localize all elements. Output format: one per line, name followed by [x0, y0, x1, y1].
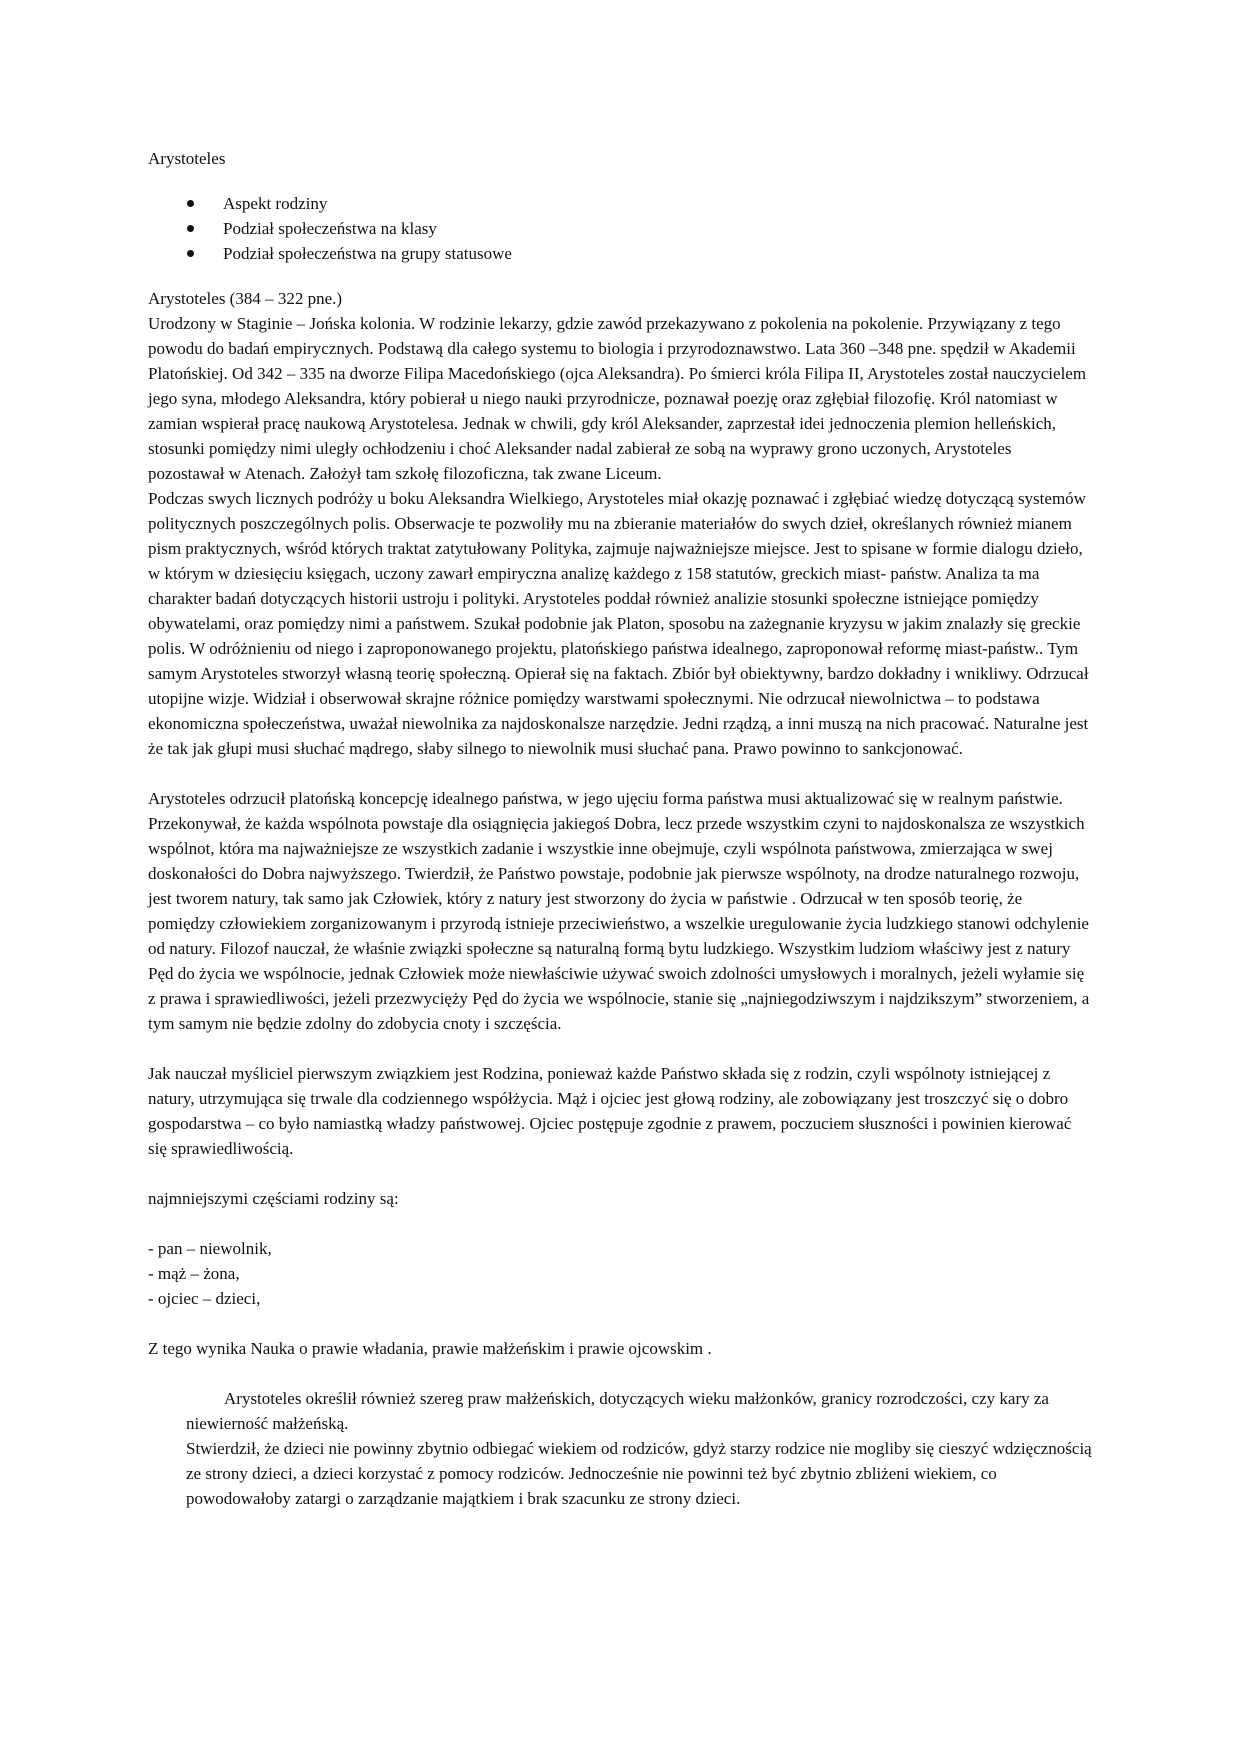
bullet-dot-icon — [187, 250, 194, 257]
indented-block — [148, 1386, 1092, 1511]
paragraph-family: Jak nauczał myśliciel pierwszym związkiem jest Rodzina, ponieważ każde Państwo składa się z rodzin, czyli wspólnoty istniejącej z natury, utrzymująca się trwale dla codziennego współżycia. Mąż i ojciec jest głową rodziny, ale zobowiązany jest troszczyć się o dobro gospodarstwa – co było namiastką władzy państwowej. Ojciec postępuje zgodnie z prawem, poczuciem słuszności i powinien kierować się sprawiedliwością. — [148, 1064, 1072, 1158]
bullet-text: Podział społeczeństwa na grupy statusowe — [223, 244, 512, 263]
paragraph-children-age: Stwierdził, że dzieci nie powinny zbytnio odbiegać wiekiem od rodziców, gdyż starzy rodzice nie mogliby się cieszyć wdzięcznością ze strony dzieci, a dzieci korzystać z pomocy rodziców. Jednocześnie nie powinni też być zbytnio zbliżeni wiekiem, co powodowałoby zatargi o zarządzanie majątkiem i brak szacunku ze strony dzieci. — [186, 1439, 1092, 1508]
family-parts-list — [148, 1236, 1092, 1311]
bullet-text: Aspekt rodziny — [223, 194, 328, 213]
family-parts-heading: najmniejszymi częściami rodziny są: — [148, 1189, 399, 1208]
bullet-dot-icon — [187, 225, 194, 232]
bullet-dot-icon — [187, 200, 194, 207]
topic-bullet-list — [148, 191, 1092, 266]
paragraph-marriage-laws: Arystoteles określił również szereg praw małżeńskich, dotyczących wieku małżonków, granicy rozrodczości, czy kary za niewierność małżeńską. — [186, 1389, 1049, 1433]
conclusion-text: Z tego wynika Nauka o prawie władania, prawie małżeńskim i prawie ojcowskim . — [148, 1339, 712, 1358]
document-page — [148, 146, 1092, 1511]
list-item: - mąż – żona, — [148, 1264, 240, 1283]
paragraph-politics: Podczas swych licznych podróży u boku Aleksandra Wielkiego, Arystoteles miał okazję poznawać i zgłębiać wiedzę dotyczącą systemów politycznych poszczególnych polis. Obserwacje te pozwoliły mu na zbieranie materiałów do swych dzieł, określanych również mianem pism praktycznych, wśród których traktat zatytułowany Polityka, zajmuje najważniejsze miejsce. Jest to spisane w formie dialogu dzieło, w którym w dziesięciu księgach, uczony zawarł empiryczna analizę każdego z 158 statutów, greckich miast- państw. Analiza ta ma charakter badań dotyczących historii ustroju i polityki. Arystoteles poddał również analizie stosunki społeczne istniejące pomiędzy obywatelami, oraz pomiędzy nimi a państwem. Szukał podobnie jak Platon, sposobu na zażegnanie kryzysu w jakim znalazły się greckie polis. W odróżnieniu od niego i zaproponowanego projektu, platońskiego państwa idealnego, zaproponował reformę miast-państw.. Tym samym Arystoteles stworzył własną teorię społeczną. Opierał się na faktach. Zbiór był obiektywny, bardzo dokładny i wnikliwy. Odrzucał utopijne wizje. Widział i obserwował skrajne różnice pomiędzy warstwami społecznymi. Nie odrzucał niewolnictwa – to podstawa ekonomiczna społeczeństwa, uważał niewolnika za najdoskonalsze narzędzie. Jedni rządzą, a inni muszą na nich pracować. Naturalne jest że tak jak głupi musi słuchać mądrego, słaby silnego to niewolnik musi słuchać pana. Prawo powinno to sankcjonować. — [148, 489, 1089, 758]
paragraph-state: Arystoteles odrzucił platońską koncepcję idealnego państwa, w jego ujęciu forma państwa musi aktualizować się w realnym państwie. Przekonywał, że każda wspólnota powstaje dla osiągnięcia jakiegoś Dobra, lecz przede wszystkim czyni to najdoskonalsza ze wszystkich wspólnot, która ma najważniejsze ze wszystkich zadanie i wszystkie inne obejmuje, czyli wspólnota państwowa, zmierzająca w swej doskonałości do Dobra najwyższego. Twierdził, że Państwo powstaje, podobnie jak pierwsze wspólnoty, na drodze naturalnego rozwoju, jest tworem natury, tak samo jak Człowiek, który z natury jest stworzony do życia w państwie . Odrzucał w ten sposób teorię, że pomiędzy człowiekiem zorganizowanym i przyrodą istnieje przeciwieństwo, a wszelkie uregulowanie życia ludzkiego stanowi odchylenie od natury. Filozof nauczał, że właśnie związki społeczne są naturalną formą bytu ludzkiego. Wszystkim ludziom właściwy jest z natury Pęd do życia we wspólnocie, jednak Człowiek może niewłaściwie używać swoich zdolności umysłowych i moralnych, jeżeli wyłamie się z prawa i sprawiedliwości, jeżeli przezwycięży Pęd do życia we wspólnocie, stanie się „najniegodziwszym i najdzikszym” stworzeniem, a tym samym nie będzie zdolny do zdobycia cnoty i szczęścia. — [148, 789, 1090, 1033]
bullet-text: Podział społeczeństwa na klasy — [223, 219, 437, 238]
bullet-item — [148, 241, 1092, 266]
document-title: Arystoteles — [148, 149, 226, 168]
paragraph-biography: Urodzony w Staginie – Jońska kolonia. W rodzinie lekarzy, gdzie zawód przekazywano z pokolenia na pokolenie. Przywiązany z tego powodu do badań empirycznych. Podstawą dla całego systemu to biologia i przyrodoznawstwo. Lata 360 –348 pne. spędził w Akademii Platońskiej. Od 342 – 335 na dworze Filipa Macedońskiego (ojca Aleksandra). Po śmierci króla Filipa II, Arystoteles został nauczycielem jego syna, młodego Aleksandra, który pobierał u niego nauki przyrodnicze, poznawał poezję oraz zgłębiał filozofię. Król natomiast w zamian wspierał pracę naukową Arystotelesa. Jednak w chwili, gdy król Aleksander, zaprzestał idei jednoczenia plemion helleńskich, stosunki pomiędzy nimi uległy ochłodzeniu i choć Aleksander nadal zabierał ze sobą na wyprawy grono uczonych, Arystoteles pozostawał w Atenach. Założył tam szkołę filozoficzna, tak zwane Liceum. — [148, 314, 1087, 483]
bio-heading: Arystoteles (384 – 322 pne.) — [148, 289, 343, 308]
list-item: - pan – niewolnik, — [148, 1239, 272, 1258]
bullet-item — [148, 216, 1092, 241]
list-item: - ojciec – dzieci, — [148, 1289, 261, 1308]
bullet-item — [148, 191, 1092, 216]
